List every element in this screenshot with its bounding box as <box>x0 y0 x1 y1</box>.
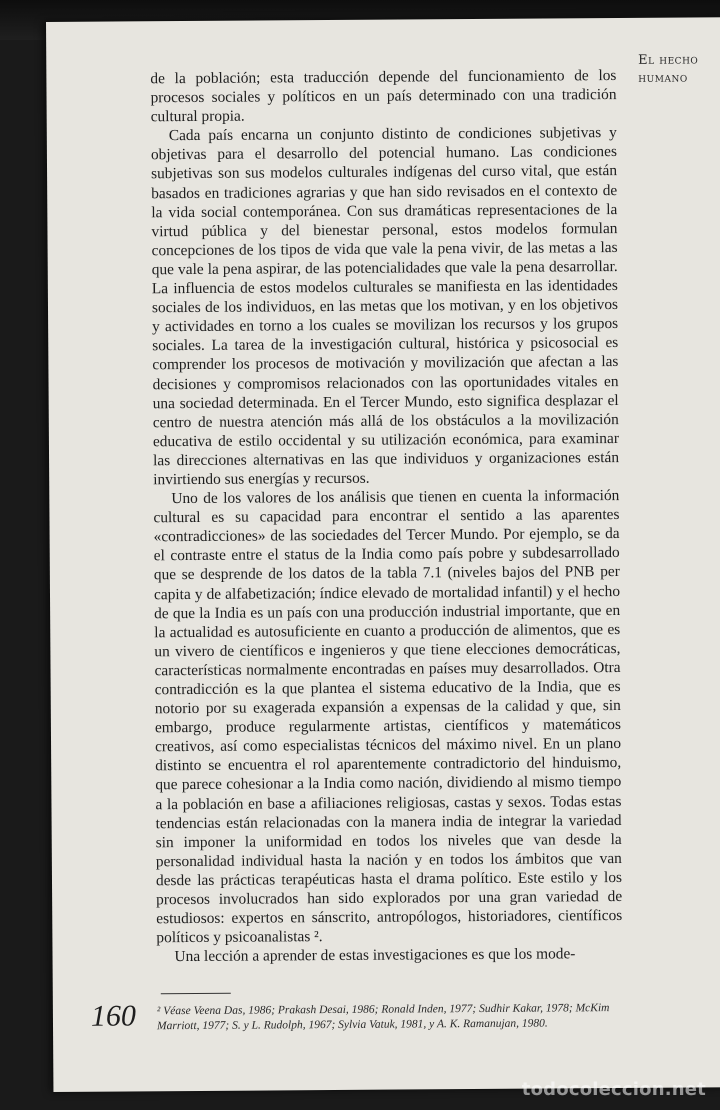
body-text <box>150 66 622 967</box>
paragraph-continuation: de la población; esta traducción depende del funcionamiento de los procesos sociales y políticos en un país determinado con una tradición cultural propia. <box>150 67 617 126</box>
paragraph: Uno de los valores de los análisis que tienen en cuenta la información cultural es su capacidad para encontrar el sentido a las aparentes «contradicciones» de las sociedades del Tercer Mundo. Por ejemplo, se da el contraste entre el status de la India como país pobre y subdesarrollado que se desprende de los datos de la tabla 7.1 (niveles bajos del PNB per capita y de alfabetización; índice elevado de mortalidad infantil) y el hecho de que la India es un país con una producción industrial importante, que en la actualidad es autosuficiente en cuanto a producción de alimentos, que es un vivero de científicos e ingenieros y que tiene elecciones democráticas, características normalmente encontradas en países muy desarrollados. Otra contradicción es la que plantea el sistema educativo de la India, que es notorio por su exagerada expansión a expensas de la calidad y que, sin embargo, produce regularmente artistas, científicos y matemáticos creativos, así como especialistas técnicos del máximo nivel. En un plano distinto se encuentra el rol aparentemente contradictorio del hinduismo, que parece cohesionar a la India como nación, dividiendo al mismo tiempo a la población en base a afiliaciones religiosas, castas y sexos. Todas estas tendencias están relacionadas con la manera india de integrar la variedad sin imponer la uniformidad en todos los niveles que van desde la personalidad individual hasta la nación y en todos los ámbitos que van desde las prácticas terapéuticas hasta el drama político. Este estilo y los procesos involucrados han sido explorados por una gran variedad de estudiosos: expertos en sánscrito, antropólogos, historiadores, científicos políticos y psicoanalistas ². <box>153 487 623 947</box>
footnote-rule <box>161 993 231 994</box>
running-head-line-1: El hecho <box>638 52 699 68</box>
paragraph: Una lección a aprender de estas investigaciones es que los mode- <box>174 945 576 966</box>
paragraph: Cada país encarna un conjunto distinto de condiciones subjetivas y objetivas para el desarrollo del potencial humano. Las condiciones subjetivas son sus modelos culturales indígenas del curso vital, que están basados en tradiciones agrarias y que han sido revisados en el contexto de la vida social contemporánea. Con sus dramáticas representaciones de la virtud pública y del bienestar personal, estos modelos formulan concepciones de los tipos de vida que vale la pena vivir, de las metas a las que vale la pena aspirar, de las potencialidades que vale la pena desarrollar. La influencia de estos modelos culturales se manifiesta en las identidades sociales de los individuos, en las metas que los motivan, y en los objetivos y actividades en torno a los cuales se movilizan los recursos y los grupos sociales. La tarea de la investigación cultural, histórica y psicosocial es comprender los procesos de motivación y movilización que afectan a las decisiones y compromisos relacionados con las oportunidades vitales en una sociedad determinada. En el Tercer Mundo, esto significa desplazar el centro de nuestra atención más allá de los obstáculos a la movilización educativa de estilo occidental y su utilización económica, para examinar las direcciones alternativas en las que individuos y organizaciones están invirtiendo sus energías y recursos. <box>150 124 620 489</box>
page-number: 160 <box>90 999 137 1033</box>
running-head <box>638 51 698 87</box>
book-page <box>46 17 720 1092</box>
running-head-line-2: humano <box>638 70 688 86</box>
watermark-logo: todocoleccion.net <box>521 1079 706 1100</box>
footnote: ² Véase Veena Das, 1986; Prakash Desai, 1986; Ronald Inden, 1977; Sudhir Kakar, 1978; McKim Marriott, 1977; S. y L. Rudolph, 1967; Sylvia Vatuk, 1981, y A. K. Ramanujan, 1980. <box>156 1002 610 1033</box>
